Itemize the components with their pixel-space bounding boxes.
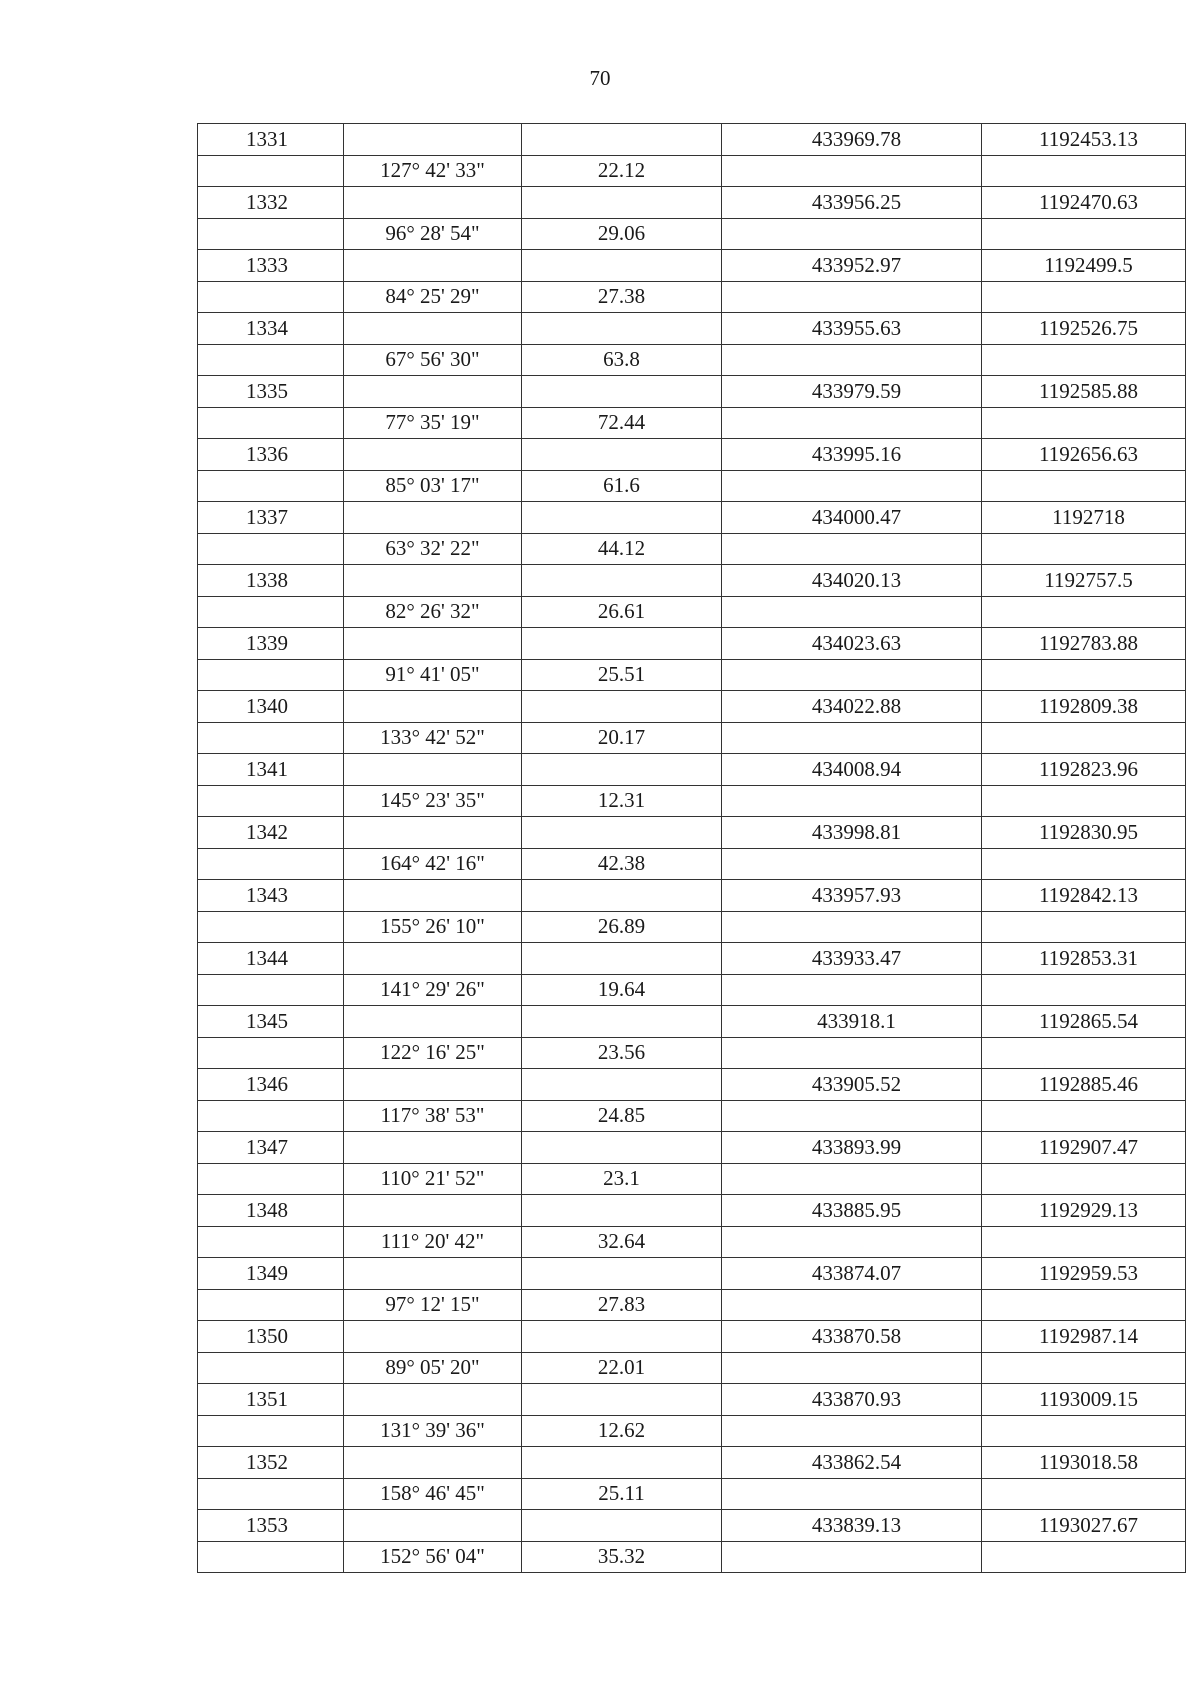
distance-cell: 23.56 (522, 1037, 722, 1069)
point-number-cell: 1349 (198, 1258, 344, 1290)
angle-cell-empty (344, 187, 522, 219)
point-number-cell: 1332 (198, 187, 344, 219)
table-row (198, 124, 1186, 156)
angle-cell-empty (344, 943, 522, 975)
angle-cell-empty (344, 439, 522, 471)
table-row (198, 565, 1186, 597)
x-coordinate-cell: 433933.47 (722, 943, 982, 975)
angle-cell-empty (344, 313, 522, 345)
angle-cell: 91° 41' 05" (344, 659, 522, 691)
table-row (198, 817, 1186, 849)
angle-cell: 158° 46' 45" (344, 1478, 522, 1510)
x-coordinate-cell-empty (722, 722, 982, 754)
y-coordinate-cell-empty (982, 1289, 1186, 1321)
point-number-cell: 1350 (198, 1321, 344, 1353)
table-row (198, 754, 1186, 786)
y-coordinate-cell-empty (982, 1163, 1186, 1195)
y-coordinate-cell-empty (982, 281, 1186, 313)
table-row (198, 187, 1186, 219)
table-row (198, 1352, 1186, 1384)
x-coordinate-cell: 434008.94 (722, 754, 982, 786)
x-coordinate-cell-empty (722, 911, 982, 943)
table-row (198, 596, 1186, 628)
angle-cell: 127° 42' 33" (344, 155, 522, 187)
table-row (198, 250, 1186, 282)
point-number-cell: 1343 (198, 880, 344, 912)
distance-cell: 63.8 (522, 344, 722, 376)
point-number-cell-empty (198, 1352, 344, 1384)
y-coordinate-cell: 1192783.88 (982, 628, 1186, 660)
point-number-cell-empty (198, 974, 344, 1006)
angle-cell-empty (344, 1006, 522, 1038)
x-coordinate-cell-empty (722, 1352, 982, 1384)
x-coordinate-cell-empty (722, 1163, 982, 1195)
point-number-cell: 1341 (198, 754, 344, 786)
x-coordinate-cell-empty (722, 533, 982, 565)
x-coordinate-cell: 433870.58 (722, 1321, 982, 1353)
table-row (198, 1037, 1186, 1069)
distance-cell: 26.61 (522, 596, 722, 628)
x-coordinate-cell-empty (722, 1100, 982, 1132)
distance-cell-empty (522, 817, 722, 849)
angle-cell-empty (344, 628, 522, 660)
angle-cell: 77° 35' 19" (344, 407, 522, 439)
distance-cell: 26.89 (522, 911, 722, 943)
y-coordinate-cell-empty (982, 596, 1186, 628)
x-coordinate-cell-empty (722, 785, 982, 817)
distance-cell: 25.11 (522, 1478, 722, 1510)
y-coordinate-cell-empty (982, 1541, 1186, 1573)
x-coordinate-cell: 434023.63 (722, 628, 982, 660)
x-coordinate-cell: 433998.81 (722, 817, 982, 849)
distance-cell-empty (522, 1447, 722, 1479)
point-number-cell: 1336 (198, 439, 344, 471)
distance-cell: 42.38 (522, 848, 722, 880)
distance-cell-empty (522, 1258, 722, 1290)
y-coordinate-cell-empty (982, 344, 1186, 376)
y-coordinate-cell: 1192499.5 (982, 250, 1186, 282)
x-coordinate-cell: 433957.93 (722, 880, 982, 912)
y-coordinate-cell: 1192987.14 (982, 1321, 1186, 1353)
y-coordinate-cell: 1192526.75 (982, 313, 1186, 345)
y-coordinate-cell-empty (982, 848, 1186, 880)
angle-cell-empty (344, 1321, 522, 1353)
angle-cell-empty (344, 1447, 522, 1479)
coordinates-table (197, 123, 1186, 1573)
point-number-cell-empty (198, 785, 344, 817)
table-row (198, 281, 1186, 313)
y-coordinate-cell-empty (982, 1478, 1186, 1510)
point-number-cell-empty (198, 848, 344, 880)
angle-cell: 67° 56' 30" (344, 344, 522, 376)
table-row (198, 470, 1186, 502)
x-coordinate-cell: 433956.25 (722, 187, 982, 219)
angle-cell-empty (344, 250, 522, 282)
table-row (198, 502, 1186, 534)
x-coordinate-cell: 434022.88 (722, 691, 982, 723)
distance-cell: 25.51 (522, 659, 722, 691)
x-coordinate-cell: 433952.97 (722, 250, 982, 282)
x-coordinate-cell-empty (722, 848, 982, 880)
table-row (198, 155, 1186, 187)
angle-cell: 84° 25' 29" (344, 281, 522, 313)
table-row (198, 911, 1186, 943)
point-number-cell: 1340 (198, 691, 344, 723)
angle-cell-empty (344, 817, 522, 849)
distance-cell-empty (522, 565, 722, 597)
point-number-cell: 1352 (198, 1447, 344, 1479)
angle-cell-empty (344, 502, 522, 534)
x-coordinate-cell-empty (722, 596, 982, 628)
point-number-cell-empty (198, 596, 344, 628)
point-number-cell-empty (198, 659, 344, 691)
table-row (198, 628, 1186, 660)
coordinates-table-body (198, 124, 1186, 1573)
angle-cell-empty (344, 754, 522, 786)
distance-cell-empty (522, 880, 722, 912)
table-row (198, 344, 1186, 376)
point-number-cell-empty (198, 533, 344, 565)
table-row (198, 659, 1186, 691)
x-coordinate-cell: 433955.63 (722, 313, 982, 345)
y-coordinate-cell-empty (982, 974, 1186, 1006)
point-number-cell: 1348 (198, 1195, 344, 1227)
point-number-cell-empty (198, 344, 344, 376)
x-coordinate-cell: 433839.13 (722, 1510, 982, 1542)
distance-cell-empty (522, 1384, 722, 1416)
point-number-cell-empty (198, 1163, 344, 1195)
x-coordinate-cell: 433893.99 (722, 1132, 982, 1164)
table-row (198, 722, 1186, 754)
y-coordinate-cell: 1192830.95 (982, 817, 1186, 849)
angle-cell-empty (344, 124, 522, 156)
point-number-cell: 1331 (198, 124, 344, 156)
point-number-cell-empty (198, 1415, 344, 1447)
distance-cell: 44.12 (522, 533, 722, 565)
y-coordinate-cell: 1192929.13 (982, 1195, 1186, 1227)
point-number-cell-empty (198, 218, 344, 250)
angle-cell: 133° 42' 52" (344, 722, 522, 754)
point-number-cell-empty (198, 155, 344, 187)
table-row (198, 1132, 1186, 1164)
distance-cell-empty (522, 439, 722, 471)
table-row (198, 376, 1186, 408)
table-row (198, 1100, 1186, 1132)
angle-cell: 155° 26' 10" (344, 911, 522, 943)
table-row (198, 880, 1186, 912)
distance-cell-empty (522, 250, 722, 282)
x-coordinate-cell-empty (722, 1478, 982, 1510)
y-coordinate-cell-empty (982, 470, 1186, 502)
distance-cell: 24.85 (522, 1100, 722, 1132)
angle-cell-empty (344, 1069, 522, 1101)
angle-cell: 145° 23' 35" (344, 785, 522, 817)
point-number-cell: 1335 (198, 376, 344, 408)
table-row (198, 1289, 1186, 1321)
table-row (198, 1510, 1186, 1542)
table-row (198, 1226, 1186, 1258)
distance-cell: 22.12 (522, 155, 722, 187)
angle-cell: 82° 26' 32" (344, 596, 522, 628)
point-number-cell: 1338 (198, 565, 344, 597)
angle-cell-empty (344, 1510, 522, 1542)
distance-cell: 12.31 (522, 785, 722, 817)
y-coordinate-cell: 1192453.13 (982, 124, 1186, 156)
angle-cell: 89° 05' 20" (344, 1352, 522, 1384)
distance-cell: 22.01 (522, 1352, 722, 1384)
x-coordinate-cell: 433862.54 (722, 1447, 982, 1479)
table-row (198, 1415, 1186, 1447)
distance-cell-empty (522, 1510, 722, 1542)
point-number-cell-empty (198, 470, 344, 502)
distance-cell: 32.64 (522, 1226, 722, 1258)
x-coordinate-cell-empty (722, 1541, 982, 1573)
table-row (198, 1321, 1186, 1353)
y-coordinate-cell-empty (982, 1037, 1186, 1069)
x-coordinate-cell: 433874.07 (722, 1258, 982, 1290)
table-row (198, 1069, 1186, 1101)
distance-cell-empty (522, 1006, 722, 1038)
distance-cell-empty (522, 943, 722, 975)
x-coordinate-cell: 433885.95 (722, 1195, 982, 1227)
y-coordinate-cell: 1192823.96 (982, 754, 1186, 786)
distance-cell: 29.06 (522, 218, 722, 250)
table-row (198, 533, 1186, 565)
y-coordinate-cell: 1192959.53 (982, 1258, 1186, 1290)
angle-cell-empty (344, 1384, 522, 1416)
table-row (198, 1258, 1186, 1290)
table-row (198, 1006, 1186, 1038)
distance-cell: 72.44 (522, 407, 722, 439)
distance-cell: 12.62 (522, 1415, 722, 1447)
angle-cell: 96° 28' 54" (344, 218, 522, 250)
distance-cell: 27.83 (522, 1289, 722, 1321)
y-coordinate-cell: 1192885.46 (982, 1069, 1186, 1101)
distance-cell: 23.1 (522, 1163, 722, 1195)
point-number-cell: 1342 (198, 817, 344, 849)
point-number-cell-empty (198, 722, 344, 754)
y-coordinate-cell-empty (982, 1100, 1186, 1132)
angle-cell: 85° 03' 17" (344, 470, 522, 502)
table-row (198, 439, 1186, 471)
point-number-cell: 1333 (198, 250, 344, 282)
point-number-cell-empty (198, 407, 344, 439)
y-coordinate-cell: 1192757.5 (982, 565, 1186, 597)
point-number-cell-empty (198, 1226, 344, 1258)
angle-cell: 131° 39' 36" (344, 1415, 522, 1447)
angle-cell-empty (344, 376, 522, 408)
y-coordinate-cell: 1192470.63 (982, 187, 1186, 219)
x-coordinate-cell-empty (722, 155, 982, 187)
angle-cell-empty (344, 880, 522, 912)
y-coordinate-cell: 1192585.88 (982, 376, 1186, 408)
x-coordinate-cell-empty (722, 218, 982, 250)
y-coordinate-cell: 1192809.38 (982, 691, 1186, 723)
x-coordinate-cell-empty (722, 974, 982, 1006)
point-number-cell: 1344 (198, 943, 344, 975)
y-coordinate-cell-empty (982, 407, 1186, 439)
x-coordinate-cell: 434020.13 (722, 565, 982, 597)
y-coordinate-cell: 1193018.58 (982, 1447, 1186, 1479)
x-coordinate-cell: 434000.47 (722, 502, 982, 534)
y-coordinate-cell-empty (982, 155, 1186, 187)
table-row (198, 218, 1186, 250)
distance-cell: 20.17 (522, 722, 722, 754)
distance-cell: 19.64 (522, 974, 722, 1006)
y-coordinate-cell-empty (982, 785, 1186, 817)
y-coordinate-cell: 1192853.31 (982, 943, 1186, 975)
angle-cell-empty (344, 1132, 522, 1164)
angle-cell: 152° 56' 04" (344, 1541, 522, 1573)
angle-cell-empty (344, 565, 522, 597)
angle-cell: 117° 38' 53" (344, 1100, 522, 1132)
x-coordinate-cell-empty (722, 344, 982, 376)
point-number-cell-empty (198, 1037, 344, 1069)
x-coordinate-cell: 433905.52 (722, 1069, 982, 1101)
y-coordinate-cell: 1192865.54 (982, 1006, 1186, 1038)
angle-cell: 122° 16' 25" (344, 1037, 522, 1069)
distance-cell-empty (522, 691, 722, 723)
point-number-cell-empty (198, 1289, 344, 1321)
x-coordinate-cell: 433918.1 (722, 1006, 982, 1038)
distance-cell-empty (522, 502, 722, 534)
y-coordinate-cell-empty (982, 1352, 1186, 1384)
table-row (198, 407, 1186, 439)
point-number-cell: 1334 (198, 313, 344, 345)
x-coordinate-cell-empty (722, 470, 982, 502)
distance-cell-empty (522, 124, 722, 156)
table-row (198, 1195, 1186, 1227)
distance-cell-empty (522, 376, 722, 408)
y-coordinate-cell-empty (982, 533, 1186, 565)
angle-cell-empty (344, 1195, 522, 1227)
y-coordinate-cell: 1192718 (982, 502, 1186, 534)
distance-cell: 27.38 (522, 281, 722, 313)
point-number-cell: 1347 (198, 1132, 344, 1164)
distance-cell-empty (522, 628, 722, 660)
angle-cell: 110° 21' 52" (344, 1163, 522, 1195)
distance-cell-empty (522, 187, 722, 219)
angle-cell-empty (344, 1258, 522, 1290)
x-coordinate-cell-empty (722, 659, 982, 691)
distance-cell: 61.6 (522, 470, 722, 502)
x-coordinate-cell-empty (722, 1415, 982, 1447)
y-coordinate-cell: 1193027.67 (982, 1510, 1186, 1542)
distance-cell-empty (522, 754, 722, 786)
angle-cell: 97° 12' 15" (344, 1289, 522, 1321)
x-coordinate-cell-empty (722, 1037, 982, 1069)
y-coordinate-cell-empty (982, 659, 1186, 691)
table-row (198, 1447, 1186, 1479)
x-coordinate-cell: 433870.93 (722, 1384, 982, 1416)
table-row (198, 1163, 1186, 1195)
y-coordinate-cell-empty (982, 1415, 1186, 1447)
table-row (198, 785, 1186, 817)
x-coordinate-cell-empty (722, 1289, 982, 1321)
table-row (198, 848, 1186, 880)
distance-cell-empty (522, 313, 722, 345)
distance-cell: 35.32 (522, 1541, 722, 1573)
angle-cell: 164° 42' 16" (344, 848, 522, 880)
x-coordinate-cell: 433995.16 (722, 439, 982, 471)
table-row (198, 1384, 1186, 1416)
y-coordinate-cell-empty (982, 1226, 1186, 1258)
y-coordinate-cell: 1192842.13 (982, 880, 1186, 912)
point-number-cell-empty (198, 281, 344, 313)
point-number-cell: 1337 (198, 502, 344, 534)
distance-cell-empty (522, 1321, 722, 1353)
y-coordinate-cell: 1192656.63 (982, 439, 1186, 471)
page-number: 70 (589, 66, 611, 90)
distance-cell-empty (522, 1195, 722, 1227)
point-number-cell: 1353 (198, 1510, 344, 1542)
point-number-cell: 1345 (198, 1006, 344, 1038)
point-number-cell: 1351 (198, 1384, 344, 1416)
table-row (198, 943, 1186, 975)
y-coordinate-cell: 1193009.15 (982, 1384, 1186, 1416)
x-coordinate-cell: 433969.78 (722, 124, 982, 156)
angle-cell: 63° 32' 22" (344, 533, 522, 565)
point-number-cell-empty (198, 911, 344, 943)
point-number-cell-empty (198, 1478, 344, 1510)
table-row (198, 691, 1186, 723)
distance-cell-empty (522, 1132, 722, 1164)
y-coordinate-cell-empty (982, 722, 1186, 754)
point-number-cell: 1346 (198, 1069, 344, 1101)
table-row (198, 1541, 1186, 1573)
x-coordinate-cell-empty (722, 407, 982, 439)
y-coordinate-cell-empty (982, 218, 1186, 250)
point-number-cell-empty (198, 1100, 344, 1132)
table-row (198, 1478, 1186, 1510)
point-number-cell: 1339 (198, 628, 344, 660)
x-coordinate-cell: 433979.59 (722, 376, 982, 408)
x-coordinate-cell-empty (722, 1226, 982, 1258)
angle-cell: 141° 29' 26" (344, 974, 522, 1006)
angle-cell: 111° 20' 42" (344, 1226, 522, 1258)
table-row (198, 974, 1186, 1006)
distance-cell-empty (522, 1069, 722, 1101)
y-coordinate-cell-empty (982, 911, 1186, 943)
point-number-cell-empty (198, 1541, 344, 1573)
x-coordinate-cell-empty (722, 281, 982, 313)
angle-cell-empty (344, 691, 522, 723)
y-coordinate-cell: 1192907.47 (982, 1132, 1186, 1164)
table-row (198, 313, 1186, 345)
